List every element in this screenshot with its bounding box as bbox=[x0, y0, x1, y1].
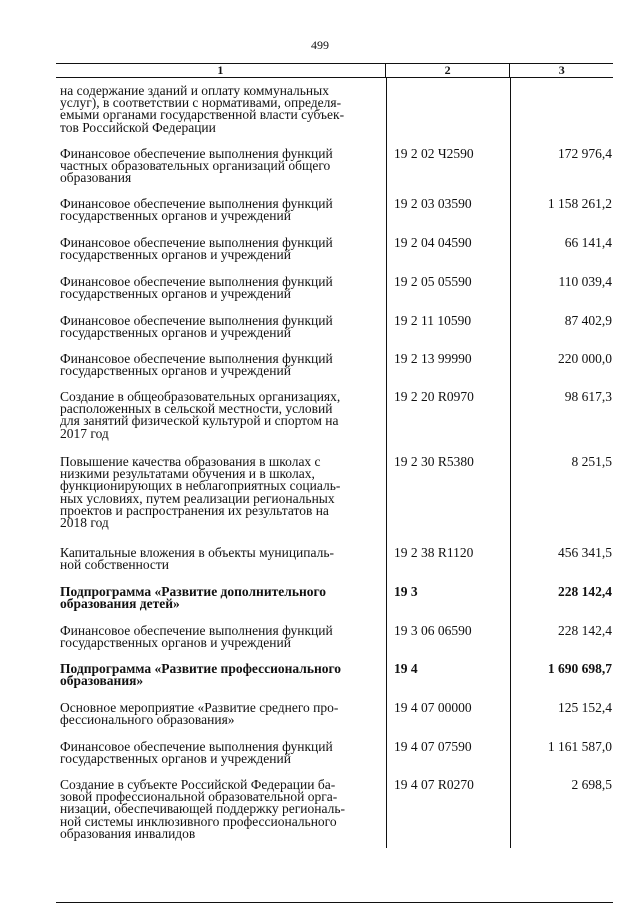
table-row bbox=[56, 198, 613, 222]
row-amount: 87 402,9 bbox=[564, 313, 612, 328]
header-col-1: 1 bbox=[217, 63, 224, 77]
table-row bbox=[56, 586, 613, 610]
page-number: 499 bbox=[311, 38, 329, 52]
row-code: 19 2 03 03590 bbox=[394, 196, 472, 211]
row-code: 19 2 02 Ч2590 bbox=[394, 146, 474, 161]
table-row bbox=[56, 741, 613, 765]
budget-table bbox=[56, 63, 613, 848]
row-code: 19 2 05 05590 bbox=[394, 274, 472, 289]
row-name: Подпрограмма «Развитие дополнительного образования детей» bbox=[60, 584, 327, 612]
row-name: Подпрограмма «Развитие профессионального образования» bbox=[60, 661, 342, 689]
row-code: 19 3 06 06590 bbox=[394, 623, 472, 638]
header-col-2: 2 bbox=[385, 64, 510, 77]
row-name: на содержание зданий и оплату коммунальных услуг), в соответствии с нормативами, определя- емыми органами государственной власти субъек- тов Российской Федерации bbox=[60, 83, 345, 135]
row-code: 19 2 20 R0970 bbox=[394, 389, 474, 404]
row-amount: 8 251,5 bbox=[571, 454, 612, 469]
row-code: 19 2 13 99990 bbox=[394, 351, 472, 366]
row-name: Создание в субъекте Российской Федерации ба- зовой профессиональной образовательной орга- низации, обеспечивающей поддержку региональ- ной системы инклюзивного профессионального образования инвалидов bbox=[60, 777, 345, 841]
row-name: Финансовое обеспечение выполнения функций государственных органов и учреждений bbox=[60, 351, 333, 379]
row-amount: 1 158 261,2 bbox=[547, 196, 612, 211]
row-name: Повышение качества образования в школах с низкими результатами обучения и в школах, функционирующих в неблагоприятных социаль- ных условиях, путем реализации региональных проектов и распространения их результатов на 2018 год bbox=[60, 454, 341, 531]
table-header bbox=[56, 63, 613, 78]
row-code: 19 4 07 07590 bbox=[394, 739, 472, 754]
row-name: Капитальные вложения в объекты муниципаль- ной собственности bbox=[60, 545, 334, 573]
table-row bbox=[56, 148, 613, 185]
row-code: 19 2 11 10590 bbox=[394, 313, 472, 328]
row-name: Создание в общеобразовательных организациях, расположенных в сельской местности, условий для занятий физической культурой и спортом на 2017 год bbox=[60, 389, 341, 441]
row-code: 19 2 30 R5380 bbox=[394, 454, 474, 469]
row-amount: 220 000,0 bbox=[558, 351, 612, 366]
row-name: Финансовое обеспечение выполнения функций частных образовательных организаций общего образования bbox=[60, 146, 333, 186]
row-name: Финансовое обеспечение выполнения функций государственных органов и учреждений bbox=[60, 739, 333, 767]
row-code: 19 4 bbox=[394, 661, 418, 676]
row-amount: 66 141,4 bbox=[564, 235, 612, 250]
table-row bbox=[56, 547, 613, 571]
row-amount: 456 341,5 bbox=[558, 545, 612, 560]
row-amount: 1 690 698,7 bbox=[547, 661, 612, 676]
table-row bbox=[56, 85, 613, 134]
row-amount: 228 142,4 bbox=[558, 584, 612, 599]
row-code: 19 3 bbox=[394, 584, 418, 599]
row-name: Финансовое обеспечение выполнения функций государственных органов и учреждений bbox=[60, 313, 333, 341]
row-amount bbox=[510, 85, 613, 134]
table-row bbox=[56, 702, 613, 726]
row-name: Финансовое обеспечение выполнения функций государственных органов и учреждений bbox=[60, 235, 333, 263]
table-row bbox=[56, 779, 613, 840]
row-amount: 110 039,4 bbox=[558, 274, 612, 289]
row-amount: 1 161 587,0 bbox=[547, 739, 612, 754]
table-body bbox=[56, 78, 613, 848]
header-col-3: 3 bbox=[509, 64, 613, 77]
row-amount: 172 976,4 bbox=[558, 146, 612, 161]
row-name: Финансовое обеспечение выполнения функций государственных органов и учреждений bbox=[60, 196, 333, 224]
row-code bbox=[386, 85, 510, 134]
row-code: 19 2 04 04590 bbox=[394, 235, 472, 250]
row-amount: 125 152,4 bbox=[558, 700, 612, 715]
row-amount: 228 142,4 bbox=[558, 623, 612, 638]
row-name: Финансовое обеспечение выполнения функций государственных органов и учреждений bbox=[60, 623, 333, 651]
table-bottom-border bbox=[56, 902, 613, 903]
row-name: Основное мероприятие «Развитие среднего про- фессионального образования» bbox=[60, 700, 339, 728]
table-row bbox=[56, 456, 613, 529]
row-amount: 2 698,5 bbox=[571, 777, 612, 792]
table-row bbox=[56, 391, 613, 440]
row-code: 19 2 38 R1120 bbox=[394, 545, 474, 560]
row-amount: 98 617,3 bbox=[564, 389, 612, 404]
table-row bbox=[56, 276, 613, 300]
row-code: 19 4 07 00000 bbox=[394, 700, 472, 715]
table-row bbox=[56, 625, 613, 649]
table-row bbox=[56, 237, 613, 261]
table-row bbox=[56, 663, 613, 687]
table-row bbox=[56, 315, 613, 339]
row-name: Финансовое обеспечение выполнения функций государственных органов и учреждений bbox=[60, 274, 333, 302]
table-row bbox=[56, 353, 613, 377]
row-code: 19 4 07 R0270 bbox=[394, 777, 474, 792]
